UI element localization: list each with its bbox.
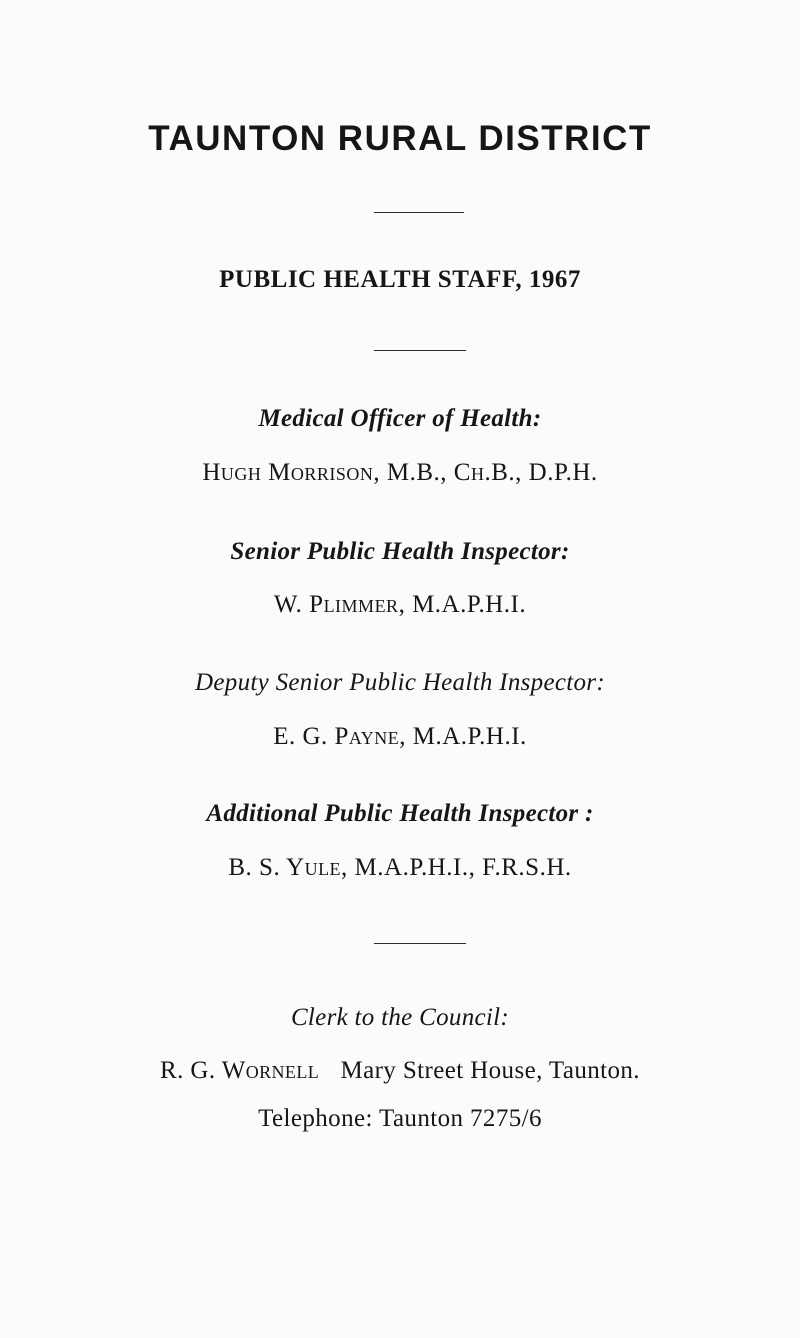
staff-role-additional-inspector: Additional Public Health Inspector : [206,800,594,827]
staff-name-medical-officer: Hugh Morrison, M.B., Ch.B., D.P.H. [202,459,598,486]
clerk-telephone: Telephone: Taunton 7275/6 [258,1105,542,1132]
staff-name-senior-inspector: W. Plimmer, M.A.P.H.I. [273,591,527,618]
clerk-address: Mary Street House, Taunton. [340,1057,640,1084]
staff-name-additional-inspector: B. S. Yule, M.A.P.H.I., F.R.S.H. [228,854,572,881]
clerk-details [0,1057,800,1085]
staff-role-deputy-inspector: Deputy Senior Public Health Inspector: [195,669,605,696]
page-title: TAUNTON RURAL DISTRICT [148,119,652,158]
clerk-role: Clerk to the Council: [290,1004,510,1031]
divider [374,943,466,944]
staff-name-deputy-inspector: E. G. Payne, M.A.P.H.I. [273,723,527,750]
staff-role-medical-officer: Medical Officer of Health: [258,405,542,432]
page-subtitle: PUBLIC HEALTH STAFF, 1967 [219,266,581,293]
clerk-name: R. G. Wornell [160,1057,320,1084]
divider [374,350,466,351]
staff-role-senior-inspector: Senior Public Health Inspector: [230,538,570,565]
divider [374,212,464,213]
